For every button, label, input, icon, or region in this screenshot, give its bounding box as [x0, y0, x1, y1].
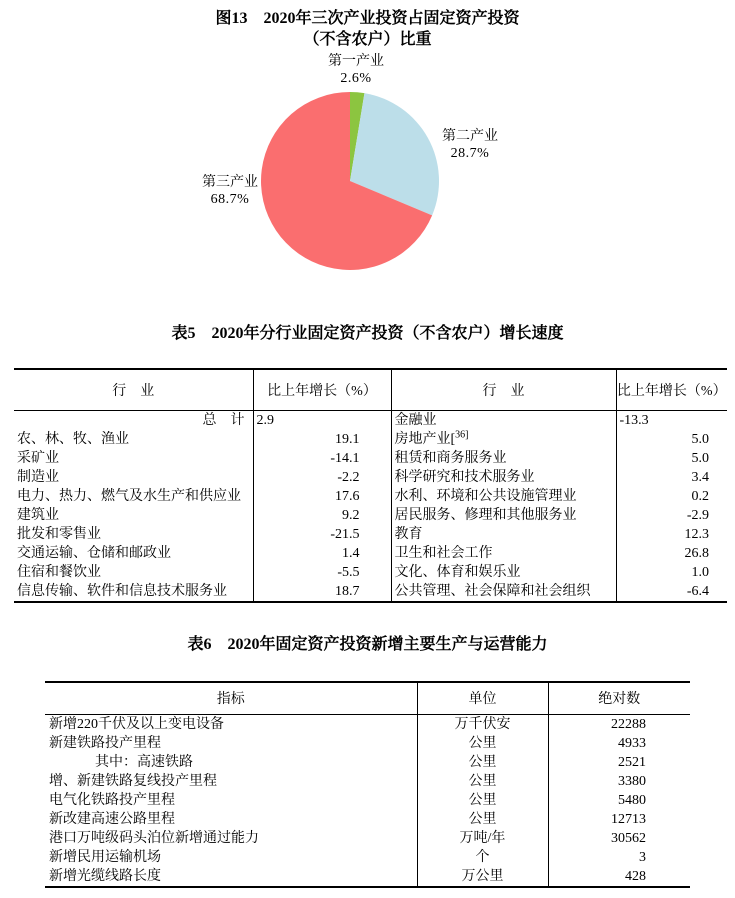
table6-title: 表6 2020年固定资产投资新增主要生产与运营能力: [187, 635, 548, 653]
growth-cell: 3.4: [616, 468, 727, 487]
figure-title: [0, 0, 735, 50]
growth-cell: 1.0: [616, 563, 727, 582]
indicator-cell: 港口万吨级码头泊位新增通过能力: [49, 831, 259, 846]
indicator-cell: 增、新建铁路复线投产里程: [49, 774, 217, 789]
industry-cell: 房地产业[$^{36]}$: [391, 430, 616, 449]
growth-cell: 19.1: [253, 430, 391, 449]
pie-label-tertiary-industry: [168, 174, 292, 208]
indicator-cell: 新改建高速公路里程: [49, 812, 175, 827]
growth-cell: -2.9: [616, 506, 727, 525]
table6-row: [45, 734, 690, 753]
pie-slice-value: 28.7%: [450, 146, 490, 161]
pie-label-secondary-industry: [408, 128, 532, 162]
indicator-cell: 新增220千伏及以上变电设备: [49, 717, 224, 732]
unit-cell: 万吨/年: [417, 829, 548, 848]
table5-header-growth-right: 比上年增长（%）: [616, 369, 727, 410]
industry-cell: 公共管理、社会保障和社会组织: [391, 582, 616, 602]
unit-cell: 公里: [417, 791, 548, 810]
growth-cell: -14.1: [253, 449, 391, 468]
growth-cell: 12.3: [616, 525, 727, 544]
table5-row: [14, 430, 727, 449]
unit-cell: 公里: [417, 753, 548, 772]
footnote-ref: 36]: [455, 429, 469, 440]
indicator-cell: 电气化铁路投产里程: [49, 793, 175, 808]
figure-13: [0, 0, 735, 302]
pie-chart: [0, 50, 735, 302]
table5-row: [14, 487, 727, 506]
growth-cell: 5.0: [616, 449, 727, 468]
pie-slice-label: 第一产业: [328, 54, 384, 69]
industry-cell: 制造业: [17, 469, 59, 485]
industry-cell: 交通运输、仓储和邮政业: [17, 545, 171, 561]
industry-cell: 科学研究和技术服务业: [391, 468, 616, 487]
industry-cell: 总 计: [202, 412, 245, 428]
unit-cell: 个: [417, 848, 548, 867]
pie-slice-label: 第三产业: [202, 175, 258, 190]
indicator-cell: 新建铁路投产里程: [49, 736, 161, 751]
growth-cell: -6.4: [616, 582, 727, 602]
table5-header-industry-right: 行 业: [391, 369, 616, 410]
growth-cell: 9.2: [253, 506, 391, 525]
industry-cell: 教育: [391, 525, 616, 544]
figure-title-line2: （不含农户）比重: [303, 31, 432, 48]
industry-cell: 居民服务、修理和其他服务业: [391, 506, 616, 525]
unit-cell: 公里: [417, 734, 548, 753]
industry-cell: 住宿和餐饮业: [17, 564, 101, 580]
industry-cell: 水利、环境和公共设施管理业: [391, 487, 616, 506]
table5-row: [14, 563, 727, 582]
growth-cell: 18.7: [253, 582, 391, 602]
growth-cell: -2.2: [253, 468, 391, 487]
value-cell: 22288: [548, 715, 690, 735]
growth-cell: 1.4: [253, 544, 391, 563]
table6-header-value: 绝对数: [548, 682, 690, 715]
table5-body: [14, 410, 727, 602]
value-cell: 30562: [548, 829, 690, 848]
unit-cell: 公里: [417, 772, 548, 791]
table5-row: [14, 506, 727, 525]
unit-cell: 万公里: [417, 867, 548, 887]
table6-row: [45, 810, 690, 829]
table5-title: 表5 2020年分行业固定资产投资（不含农户）增长速度: [171, 325, 564, 342]
table5-row: [14, 468, 727, 487]
growth-cell: 26.8: [616, 544, 727, 563]
pie-slice-value: 68.7%: [210, 192, 250, 207]
value-cell: 12713: [548, 810, 690, 829]
industry-cell: 文化、体育和娱乐业: [391, 563, 616, 582]
indicator-cell: 其中：高速铁路: [95, 755, 193, 770]
pie-slice-value: 2.6%: [340, 71, 372, 86]
pie-slice-label: 第二产业: [442, 129, 498, 144]
growth-cell: -21.5: [253, 525, 391, 544]
indicator-cell: 新增民用运输机场: [49, 850, 161, 865]
industry-cell: 金融业: [391, 410, 616, 430]
table5-row: [14, 525, 727, 544]
growth-cell: 0.2: [616, 487, 727, 506]
table5-header-growth-left: 比上年增长（%）: [253, 369, 391, 410]
table5-row: [14, 582, 727, 602]
table6-header-indicator: 指标: [45, 682, 417, 715]
figure-title-line1: 图13 2020年三次产业投资占固定资产投资: [215, 10, 520, 27]
industry-cell: 批发和零售业: [17, 526, 101, 542]
industry-cell: 采矿业: [17, 450, 59, 466]
growth-cell: -5.5: [253, 563, 391, 582]
value-cell: 4933: [548, 734, 690, 753]
table5-row: [14, 410, 727, 430]
table6-row: [45, 715, 690, 735]
table6: [45, 681, 690, 889]
value-cell: 3380: [548, 772, 690, 791]
pie-svg: [0, 50, 735, 302]
unit-cell: 万千伏安: [417, 715, 548, 735]
table5-header-row: [14, 369, 727, 410]
pie-label-primary-industry: [294, 53, 418, 87]
unit-cell: 公里: [417, 810, 548, 829]
growth-cell: 2.9: [253, 410, 391, 430]
table5-header-industry-left: 行 业: [14, 369, 253, 410]
industry-cell: 农、林、牧、渔业: [17, 431, 129, 447]
table6-row: [45, 772, 690, 791]
table6-row: [45, 753, 690, 772]
value-cell: 2521: [548, 753, 690, 772]
table6-body: [45, 715, 690, 888]
table6-header-unit: 单位: [417, 682, 548, 715]
table5-row: [14, 544, 727, 563]
indicator-cell: 新增光缆线路长度: [49, 869, 161, 884]
industry-cell: 建筑业: [17, 507, 59, 523]
industry-cell: 电力、热力、燃气及水生产和供应业: [17, 488, 241, 504]
industry-cell: 卫生和社会工作: [391, 544, 616, 563]
table6-row: [45, 848, 690, 867]
table5: [14, 368, 727, 603]
value-cell: 428: [548, 867, 690, 887]
industry-cell: 租赁和商务服务业: [391, 449, 616, 468]
growth-cell: 17.6: [253, 487, 391, 506]
industry-cell: 信息传输、软件和信息技术服务业: [17, 583, 227, 599]
table6-row: [45, 829, 690, 848]
table6-row: [45, 791, 690, 810]
value-cell: 3: [548, 848, 690, 867]
table5-row: [14, 449, 727, 468]
growth-cell: 5.0: [616, 430, 727, 449]
growth-cell: -13.3: [616, 410, 727, 430]
value-cell: 5480: [548, 791, 690, 810]
table6-header-row: [45, 682, 690, 715]
table6-row: [45, 867, 690, 887]
